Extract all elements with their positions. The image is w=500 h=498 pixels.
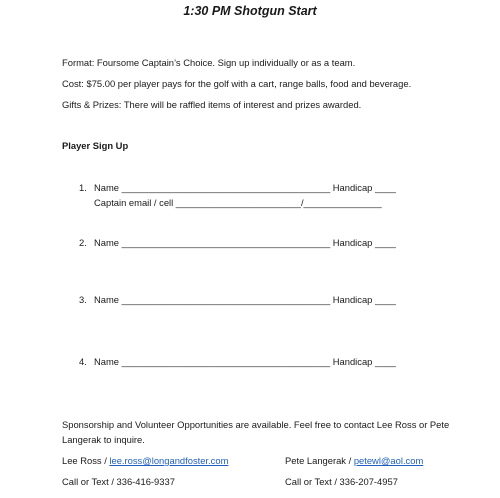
pete-phone: Call or Text / 336-207-4957 (285, 476, 398, 487)
player-2-number: 2. (79, 237, 87, 248)
contact-lee-label: Lee Ross / (62, 455, 110, 466)
sponsorship-text-line-1: Sponsorship and Volunteer Opportunities are available. Feel free to contact Lee Ross or Pete (62, 419, 450, 430)
format-text: Format: Foursome Captain’s Choice. Sign up individually or as a team. (62, 57, 356, 68)
contact-pete-langerak (285, 455, 423, 466)
player-1-number: 1. (79, 182, 87, 193)
player-4-number: 4. (79, 356, 87, 367)
contact-lee-ross (62, 455, 228, 466)
player-2-name-line[interactable]: Name ________________________________________ Handicap ____ (94, 237, 396, 248)
page-title: 1:30 PM Shotgun Start (183, 4, 317, 18)
sponsorship-text-line-2: Langerak to inquire. (62, 434, 145, 445)
lee-phone: Call or Text / 336-416-9337 (62, 476, 175, 487)
player-3-name-line[interactable]: Name ________________________________________ Handicap ____ (94, 294, 396, 305)
player-4-name-line[interactable]: Name ________________________________________ Handicap ____ (94, 356, 396, 367)
pete-email-link[interactable]: petewl@aol.com (353, 455, 424, 466)
cost-text: Cost: $75.00 per player pays for the golf with a cart, range balls, food and beverage. (62, 78, 412, 89)
gifts-text: Gifts & Prizes: There will be raffled items of interest and prizes awarded. (62, 99, 362, 110)
lee-email-link[interactable]: lee.ross@longandfoster.com (109, 455, 229, 466)
contact-pete-label: Pete Langerak / (285, 455, 354, 466)
player-1-captain-line[interactable]: Captain email / cell ________________________/_______________ (94, 197, 382, 208)
player-1-name-line[interactable]: Name ________________________________________ Handicap ____ (94, 182, 396, 193)
player-3-number: 3. (79, 294, 87, 305)
player-signup-heading: Player Sign Up (62, 140, 129, 151)
